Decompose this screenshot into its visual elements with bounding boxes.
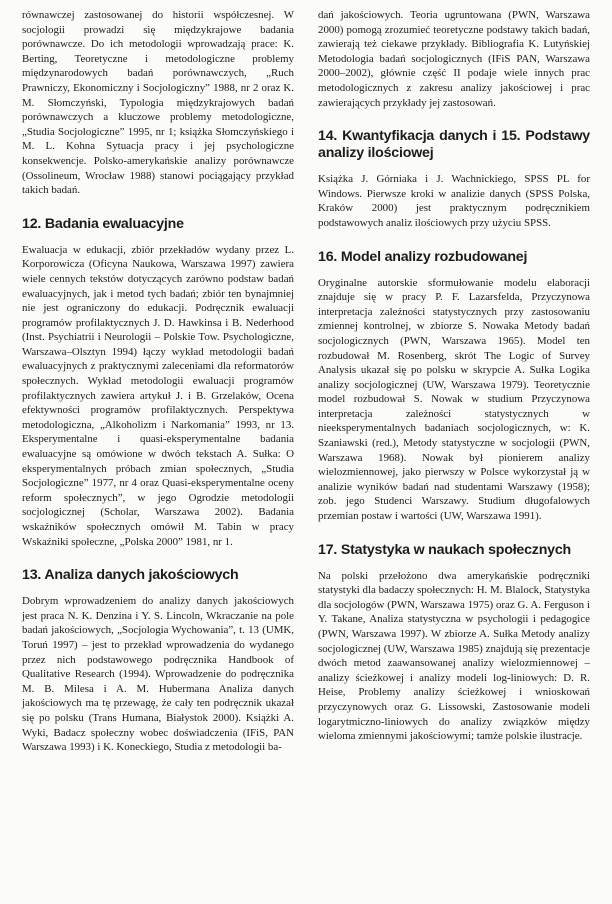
section-12-text: Ewaluacja w edukacji, zbiór przekładów wydany przez L. Korporowicza (Oficyna Naukowa, Warszawa 1997) zawiera wiele cennych tekstów dotyczących zarówno podstaw badań ewaluacyjnych, jak i metod tych badań; zbiór ten bynajmniej nie jest ograniczony do edukacji. Podręcznik ewaluacji programów profilaktycznych J. D. Hawkinsa i B. Nederhood (Inst. Psychiatrii i Neurologii – Polskie Tow. Psychologiczne, Warszawa–Olsztyn 1994) łączy wykład metodologii badań ewaluacyjnych z praktycznymi zaleceniami dla reformatorów społecznych. Wykład metodologii ewaluacji programów profilaktycznych zawiera artykuł J. i B. Grzelaków, Ocena efektywności programów profilaktycznych. Perspektywa metodologiczna, „Alkoholizm i Narkomania” 1993, nr 13. Eksperymentalne i quasi-eksperymentalne badania ewaluacyjne są omówione w dwóch tekstach A. Sułka: O eksperymentalnych próbach zmian społecznych, „Studia Socjologiczne” 1977, nr 4 oraz Quasi-eksperymentalne oceny reform społecznych”, w jego Ogrodzie metodologii socjologicznej (Scholar, Warszawa 2002). Badania wskaźników społecznych omówił M. Tabin w pracy Wskaźniki społeczne, „Polska 2000” 1981, nr 1.: [22, 243, 294, 548]
section-17-text: Na polski przełożono dwa amerykańskie podręczniki statystyki dla badaczy społecznych: H. M. Blalock, Statystyka dla socjologów (PWN, Warszawa 1975) oraz G. A. Ferguson i Y. Takane, Analiza statystyczna w psychologii i pedagogice (PWN, Warszawa 1997). W zbiorze A. Sułka Metody analizy socjologicznej (UW, Warszawa 1985) znajdują się prezentacje dwóch metod zaawansowanej analizy wielozmiennowej – analizy ścieżkowej i analizy modeli log-liniowych: D. R. Heise, Problemy analizy ścieżkowej i wnioskowań przyczynowych oraz G. Lissowski, Zastosowanie modeli logarytmiczno-liniowych do analizy związków między wieloma zmiennymi jakościowymi; tamże polskie ilustracje.: [318, 569, 590, 743]
section-14-heading: 14. Kwantyfikacja danych i 15. Podstawy analizy ilościowej: [318, 128, 590, 162]
section-12-heading: 12. Badania ewaluacyjne: [22, 215, 184, 232]
section-17-heading: 17. Statystyka w naukach społecznych: [318, 541, 572, 558]
left-column: [22, 8, 294, 755]
section-16-heading: 16. Model analizy rozbudowanej: [318, 248, 528, 265]
continuation-paragraph: dań jakościowych. Teoria ugruntowana (PWN, Warszawa 2000) pomogą zrozumieć teoretyczne podstawy takich badań, zawierają też ciekawe przykłady. Bibliografia K. Lutyńskiej Metodologia badań socjologicznych (IFiS PAN, Warszawa 2000–2002), głównie część II podaje wiele innych prac metodologicznych z zakresu analizy jakościowej i prac zawierających przykłady jej zastosowań.: [318, 9, 590, 109]
section-13-heading: 13. Analiza danych jakościowych: [22, 567, 239, 584]
section-16-text: Oryginalne autorskie sformułowanie modelu elaboracji znajduje się w pracy P. F. Lazarsfelda, Przyczynowa interpretacja zależności statystycznych przy zastosowaniu zmiennej kontrolnej, w zbiorze S. Nowaka Metody badań socjologicznych (PWN, Warszawa 1965). Model ten rozbudował M. Rosenberg, skrót The Logic of Survey Analysis ukazał się po polsku w skrypcie A. Sułka Logika analizy socjologicznej (UW, Warszawa 1979). Teoretycznie model rozbudował S. Nowak w studium Przyczynowa interpretacja zależności statystycznych w nieeksperymentalnych badaniach socjologicznych, w: K. Szaniawski (red.), Metody statystyczne w socjologii (PWN, Warszawa 1968). Nowak był pionierem analizy wielozmiennowej, jako pierwszy w Polsce wykorzystał ją w analizie wyników badań nad studentami Warszawy (1958); zob. jego Studenci Warszawy. Studium długofalowych przemian postaw i wartości (UW, Warszawa 1991).: [318, 276, 590, 523]
section-13-text: Dobrym wprowadzeniem do analizy danych jakościowych jest praca N. K. Denzina i Y. S. Lincoln, Wkraczanie na pole badań jakościowych, „Socjologia Wychowania”, t. 13 (UMK, Toruń 1997) – jest to przekład wprowadzenia do wydanego przez nich podstawowego podręcznika Handbook of Qualitative Research (1994). Wprowadzenie do podręcznika M. B. Milesa i A. M. Hubermana Analiza danych jakościowych ma tę przewagę, że cały ten podręcznik ukazał się po polsku (Trans Humana, Białystok 2000). Książki A. Wyki, Badacz społeczny wobec doświadczenia (IFiS, PAN Warszawa 1993) i K. Koneckiego, Studia z metodologii ba-: [22, 595, 294, 754]
intro-paragraph: równawczej zastosowanej do historii współczesnej. W socjologii prowadzi się międzykrajowe badania porównawcze. Do ich metodologii wprowadzają prace: K. Berting, Teoretyczne i metodologiczne problemy międzynarodowych badań porównawczych, „Ruch Prawniczy, Ekonomiczny i Socjologiczny” 1988, nr 2 oraz K. M. Słomczyński, Typologia międzykrajowych badań porównawczych a kluczowe problemy metodologiczne, „Studia Socjologiczne” 1995, nr 1; książka Słomczyńskiego i M. L. Kohna Sytuacja pracy i jej psychologiczne konsekwencje. Polsko-amerykańskie analizy porównawcze (Ossolineum, Wrocław 1988) stanowi pociągający przykład takich badań.: [22, 9, 294, 197]
section-14-text: Książka J. Górniaka i J. Wachnickiego, SPSS PL for Windows. Pierwsze kroki w analizie danych (SPSS Polska, Kraków 2000) jest praktycznym podręcznikiem podstawowych analiz ilościowych przy użyciu SPSS.: [318, 173, 590, 229]
right-column: [318, 8, 590, 744]
